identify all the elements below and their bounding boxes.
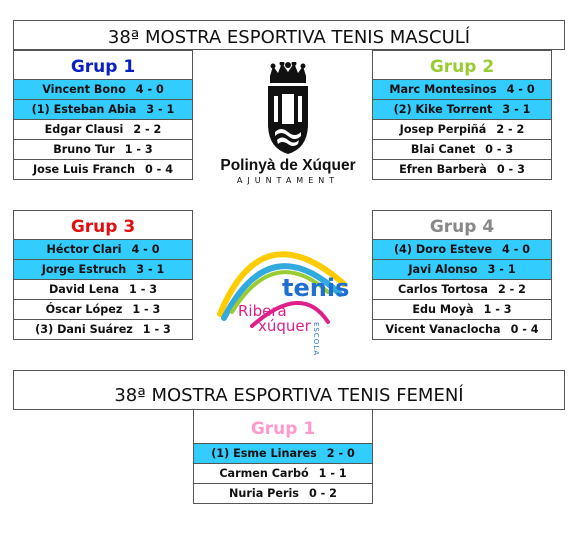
table-row [373, 319, 551, 339]
player-name: (1) Esteban Abia [31, 103, 137, 116]
table-row [194, 443, 372, 463]
group-title: Grup 4 [429, 217, 495, 237]
table-row [373, 159, 551, 179]
player-score: 0 - 3 [485, 143, 514, 156]
player-score: 3 - 1 [502, 103, 531, 116]
player-score: 1 - 3 [142, 323, 171, 336]
female-title: 38ª MOSTRA ESPORTIVA TENIS FEMENÍ [114, 385, 464, 406]
player-score: 2 - 0 [326, 447, 355, 460]
table-row [14, 119, 192, 139]
player-name: Efren Barberà [399, 163, 487, 176]
female-title-box [13, 370, 565, 410]
player-name: Vicent Vanaclocha [385, 323, 501, 336]
player-score: 2 - 2 [496, 123, 525, 136]
player-name: Carmen Carbó [219, 467, 309, 480]
group-title: Grup 1 [250, 419, 316, 439]
table-row [14, 99, 192, 119]
player-score: 4 - 0 [131, 243, 160, 256]
player-name: Carlos Tortosa [398, 283, 488, 296]
male-title-box [13, 20, 565, 50]
table-row [373, 299, 551, 319]
player-score: 0 - 2 [308, 487, 337, 500]
player-score: 3 - 1 [146, 103, 175, 116]
table-row [373, 79, 551, 99]
player-score: 1 - 1 [318, 467, 347, 480]
player-name: Marc Montesinos [389, 83, 497, 96]
player-score: 3 - 1 [487, 263, 516, 276]
player-name: Nuria Peris [229, 487, 299, 500]
player-name: Edu Moyà [412, 303, 474, 316]
table-row [373, 139, 551, 159]
player-score: 4 - 0 [506, 83, 535, 96]
player-score: 1 - 3 [129, 283, 158, 296]
female-group-1-table [193, 409, 373, 504]
table-row [373, 99, 551, 119]
player-name: Josep Perpiñá [399, 123, 487, 136]
xuquer-word: xúquer [258, 317, 311, 335]
player-name: Óscar López [45, 303, 123, 316]
player-name: (3) Dani Suárez [35, 323, 133, 336]
group-title: Grup 3 [70, 217, 136, 237]
player-score: 2 - 2 [133, 123, 162, 136]
player-score: 4 - 0 [135, 83, 164, 96]
player-name: Jorge Estruch [41, 263, 127, 276]
player-score: 1 - 3 [124, 143, 153, 156]
player-name: (1) Esme Linares [211, 447, 317, 460]
player-name: Jose Luis Franch [32, 163, 135, 176]
town-logo [218, 62, 358, 187]
table-row [14, 139, 192, 159]
group-3-table [13, 210, 193, 340]
group-title: Grup 2 [429, 57, 495, 77]
escola-word: ESCOLA [312, 322, 320, 357]
player-score: 4 - 0 [502, 243, 531, 256]
player-score: 3 - 1 [136, 263, 165, 276]
group-title: Grup 1 [70, 57, 136, 77]
player-name: (4) Doro Esteve [393, 243, 493, 256]
table-row [194, 463, 372, 483]
male-title: 38ª MOSTRA ESPORTIVA TENIS MASCULÍ [107, 27, 471, 48]
player-name: Vincent Bono [42, 83, 126, 96]
table-row [14, 159, 192, 179]
table-row [14, 279, 192, 299]
player-name: Blai Canet [410, 143, 476, 156]
player-name: Bruno Tur [53, 143, 115, 156]
table-row [14, 319, 192, 339]
table-row [194, 483, 372, 503]
group-2-table [372, 50, 552, 180]
group-1-table [13, 50, 193, 180]
coat-of-arms-icon [218, 62, 358, 157]
table-row [373, 279, 551, 299]
table-row [14, 259, 192, 279]
player-name: Edgar Clausi [44, 123, 124, 136]
tennis-word: tenis [282, 274, 350, 302]
player-name: David Lena [48, 283, 120, 296]
player-name: (2) Kike Torrent [393, 103, 493, 116]
town-subtitle: AJUNTAMENT [236, 176, 340, 185]
player-name: Javi Alonso [408, 263, 478, 276]
player-name: Héctor Clari [46, 243, 122, 256]
table-row [373, 119, 551, 139]
table-row [373, 239, 551, 259]
table-row [14, 239, 192, 259]
tennis-school-logo [212, 222, 362, 357]
player-score: 0 - 4 [145, 163, 174, 176]
town-name: Polinyà de Xúquer [220, 157, 356, 174]
player-score: 1 - 3 [132, 303, 161, 316]
player-score: 1 - 3 [483, 303, 512, 316]
player-score: 0 - 4 [510, 323, 539, 336]
table-row [373, 259, 551, 279]
ribera-word: Ribera [238, 302, 287, 320]
player-score: 2 - 2 [497, 283, 526, 296]
player-score: 0 - 3 [496, 163, 525, 176]
table-row [14, 299, 192, 319]
group-4-table [372, 210, 552, 340]
table-row [14, 79, 192, 99]
